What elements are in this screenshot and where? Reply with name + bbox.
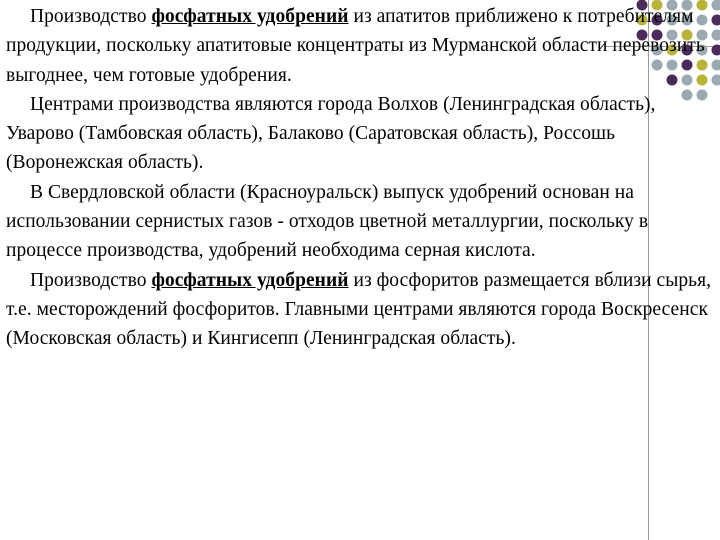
paragraph-phosphate-apatite <box>6 2 714 90</box>
underlined-term: фосфатных удобрений <box>151 6 349 27</box>
body-text <box>6 2 714 354</box>
paragraph-phosphate-phosphorite <box>6 266 714 354</box>
paragraph-production-centers <box>6 90 714 178</box>
paragraph-text: Производство <box>30 269 152 291</box>
paragraph-text: Центрами производства являются города Волхов (Ленинградская область), Уварово (Тамбовская область), Балаково (Саратовская область), Россошь (Воронежская область). <box>6 93 656 174</box>
underlined-term: фосфатных удобрений <box>151 269 349 291</box>
paragraph-text: В Свердловской области (Красноуральск) выпуск удобрений основан на использовании сернистых газов - отходов цветной металлургии, поскольку в процессе производства, удобрений необходима серная кислота. <box>6 181 649 262</box>
paragraph-sverdlovsk <box>6 178 714 266</box>
paragraph-text: из апатитов приближено к потребителям продукции, поскольку апатитовые концентраты из Мурманской области перевозить выгоднее, чем готовые удобрения. <box>6 6 705 86</box>
paragraph-text: Производство <box>30 6 152 27</box>
paragraph-text: из фосфоритов размещается вблизи сырья, т.е. месторождений фосфоритов. Главными центрами являются города Воскресенск (Московская область) и Кингисепп (Ленинградская область). <box>6 269 712 350</box>
